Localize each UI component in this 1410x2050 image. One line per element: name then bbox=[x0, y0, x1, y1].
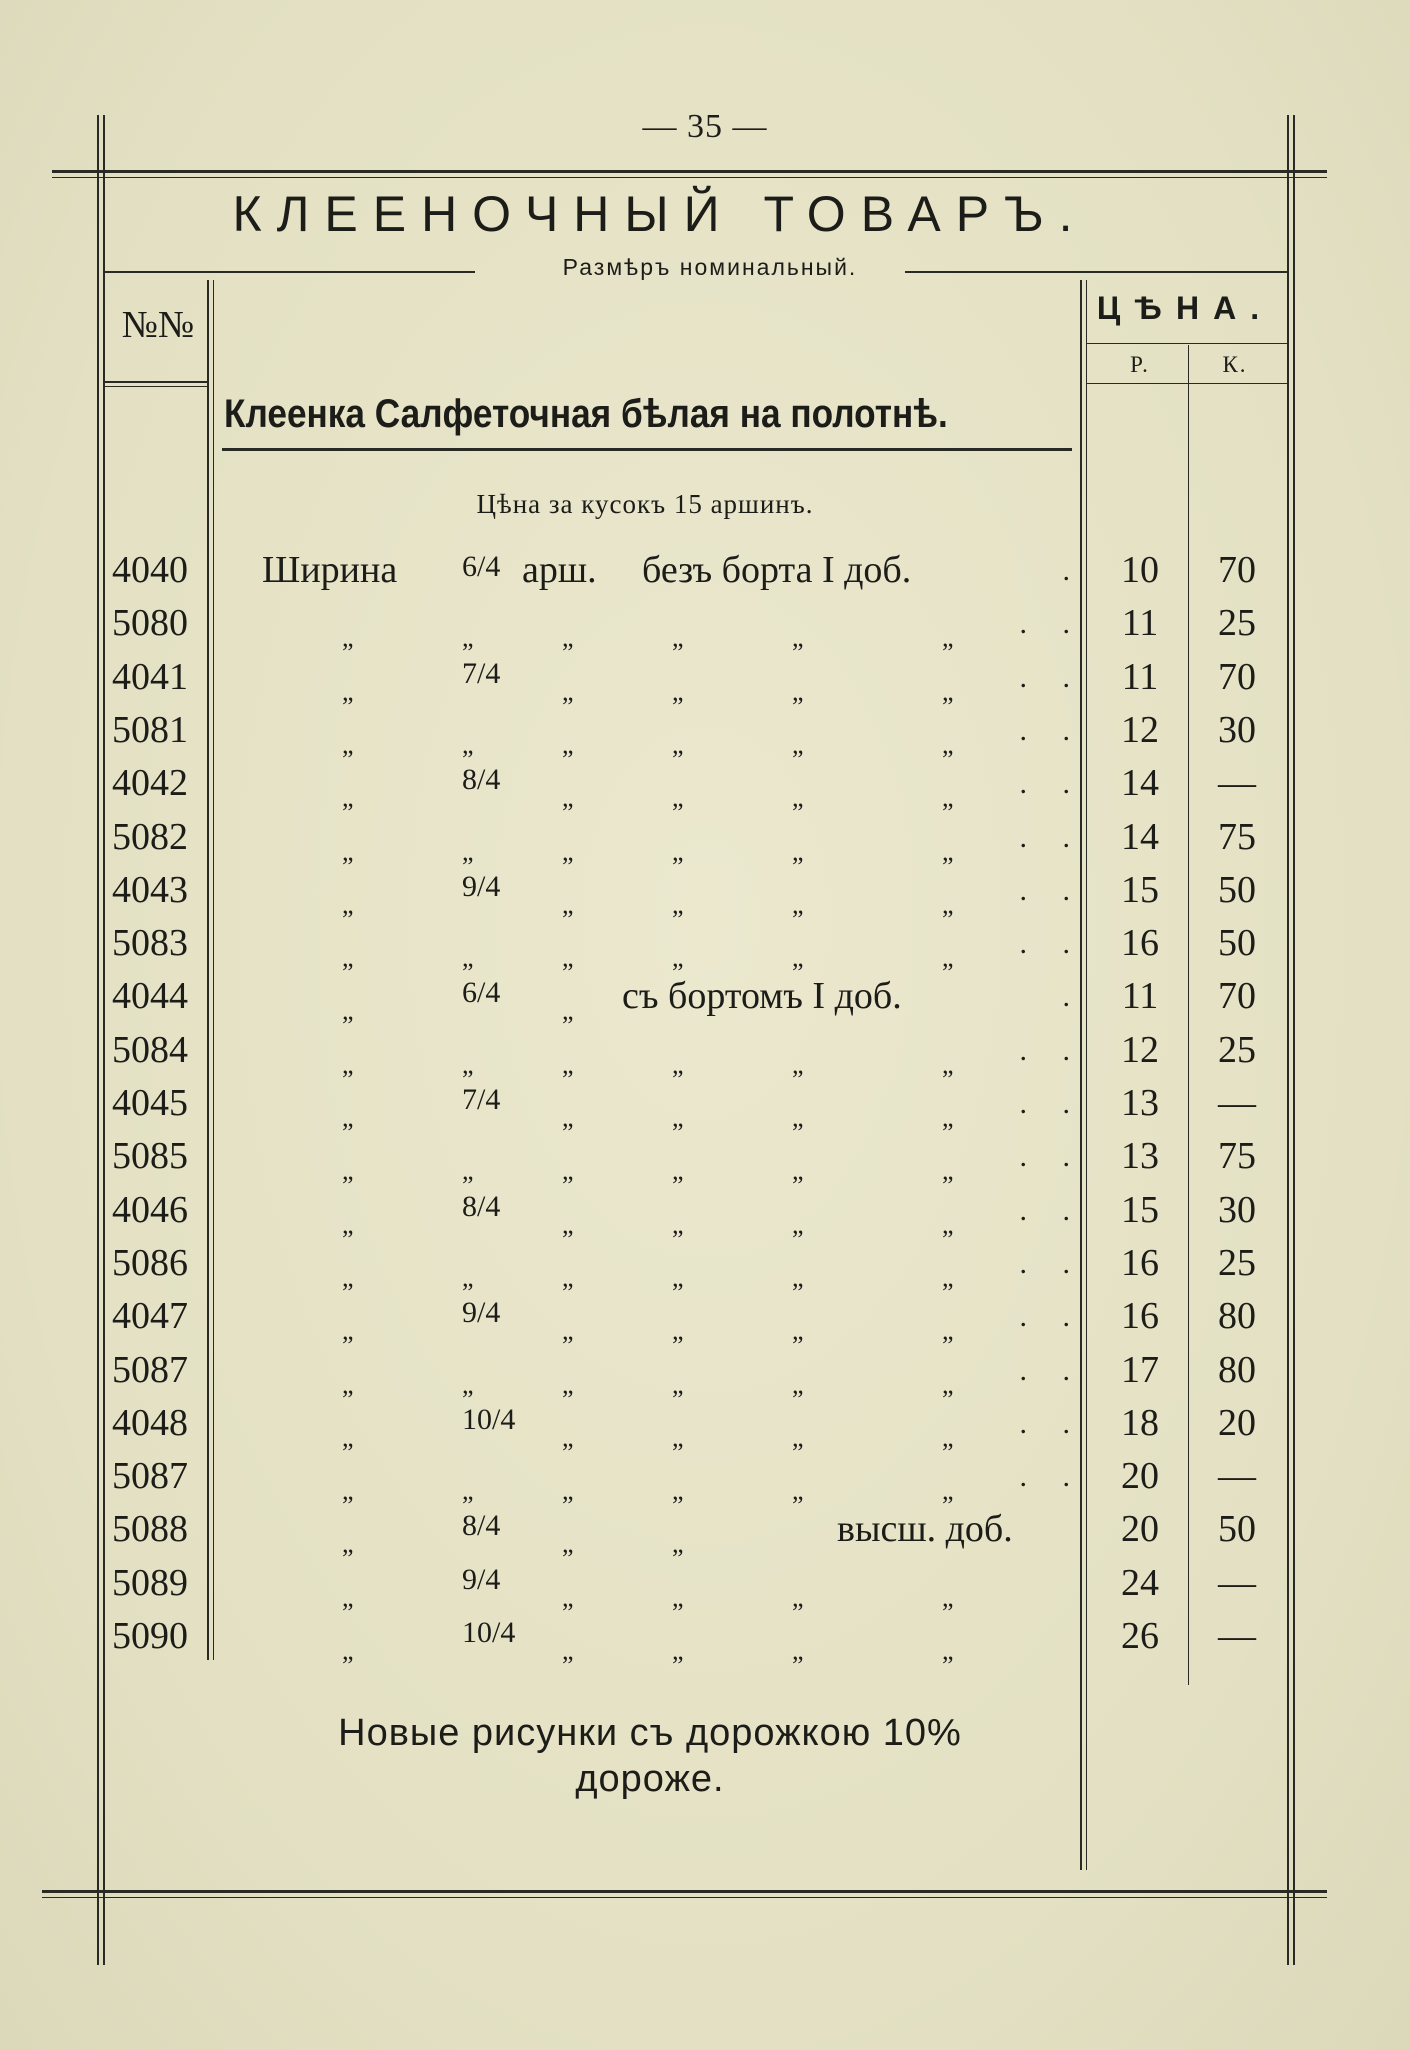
table-row bbox=[0, 1557, 1410, 1610]
table-row bbox=[0, 1344, 1410, 1397]
width-fraction: 8/4 bbox=[462, 1509, 501, 1543]
ditto-mark: „ bbox=[942, 1422, 954, 1452]
ditto-mark: „ bbox=[672, 943, 684, 973]
price-rubles: 12 bbox=[1121, 1028, 1159, 1071]
table-row bbox=[0, 1077, 1410, 1130]
leader-dots: . . bbox=[1019, 660, 1084, 694]
ditto-mark: „ bbox=[942, 1316, 954, 1346]
table-row bbox=[0, 1184, 1410, 1237]
ditto-mark: „ bbox=[562, 729, 574, 759]
item-description bbox=[222, 1344, 1092, 1397]
table-row bbox=[0, 704, 1410, 757]
ditto-mark: „ bbox=[672, 1582, 684, 1612]
footnote-line-2: дороже. bbox=[575, 1758, 725, 1800]
ditto-mark: „ bbox=[672, 1636, 684, 1665]
ditto-mark: „ bbox=[942, 1369, 954, 1399]
price-rubles: 12 bbox=[1121, 708, 1159, 751]
table-row bbox=[0, 544, 1410, 597]
price-column-header: ЦѢНА. bbox=[1096, 290, 1274, 326]
article-number: 5089 bbox=[112, 1561, 188, 1604]
price-rubles: 11 bbox=[1121, 655, 1159, 698]
price-kopecks: 70 bbox=[1218, 975, 1256, 1018]
price-rubles: 24 bbox=[1121, 1561, 1159, 1604]
ditto-mark: „ bbox=[942, 836, 954, 866]
article-number: 4044 bbox=[112, 975, 188, 1018]
section-title: Клеенка Салфеточная бѣлая на полотнѣ. bbox=[224, 392, 948, 436]
item-description bbox=[222, 1503, 1092, 1559]
width-fraction: 6/4 bbox=[462, 550, 501, 583]
top-rule-thin bbox=[52, 177, 1327, 178]
top-rule bbox=[52, 170, 1327, 173]
article-number: 5086 bbox=[112, 1241, 188, 1284]
ditto-mark: „ bbox=[342, 783, 354, 813]
arsh-label: арш. bbox=[522, 549, 597, 591]
item-description bbox=[222, 544, 1092, 597]
number-column-header: №№ bbox=[121, 304, 195, 346]
item-description bbox=[222, 970, 1092, 1026]
ditto-mark: „ bbox=[562, 996, 574, 1026]
leader-dots: . . bbox=[1019, 713, 1084, 747]
article-number: 5085 bbox=[112, 1135, 188, 1178]
article-number: 5083 bbox=[112, 922, 188, 965]
ditto-mark: „ bbox=[672, 623, 684, 653]
ditto-mark: „ bbox=[942, 1209, 954, 1239]
table-row bbox=[0, 757, 1410, 813]
leader-dots: . . bbox=[1019, 1353, 1084, 1387]
footnote-line-1: Новые рисунки съ дорожкою 10% bbox=[338, 1712, 962, 1754]
article-number: 4040 bbox=[112, 549, 188, 591]
ditto-mark: „ bbox=[562, 1209, 574, 1239]
ditto-mark: „ bbox=[792, 1209, 804, 1239]
kopecks-column-header: К. bbox=[1222, 352, 1248, 377]
leader-dot: . bbox=[1062, 980, 1084, 1014]
price-kopecks: 30 bbox=[1218, 708, 1256, 751]
width-fraction: 9/4 bbox=[462, 869, 501, 903]
width-fraction: 8/4 bbox=[462, 1189, 501, 1223]
ditto-mark: „ bbox=[672, 889, 684, 919]
ditto-mark: „ bbox=[792, 1636, 804, 1665]
price-rubles: 11 bbox=[1121, 975, 1159, 1018]
ditto-mark: „ bbox=[562, 1476, 574, 1506]
ditto-mark: „ bbox=[672, 1369, 684, 1399]
ditto-mark: „ bbox=[342, 1103, 354, 1132]
price-kopecks: 75 bbox=[1218, 815, 1256, 858]
ditto-mark: „ bbox=[942, 889, 954, 919]
article-number: 5080 bbox=[112, 602, 188, 645]
subtitle-rule-left bbox=[105, 271, 475, 273]
table-row bbox=[0, 970, 1410, 1026]
article-number: 5087 bbox=[112, 1348, 188, 1391]
width-fraction: 8/4 bbox=[462, 763, 501, 797]
price-rubles: 20 bbox=[1121, 1508, 1159, 1551]
ditto-mark: „ bbox=[672, 836, 684, 866]
ditto-mark: „ bbox=[462, 623, 474, 653]
article-number: 5090 bbox=[112, 1615, 188, 1657]
price-kopecks: 80 bbox=[1218, 1295, 1256, 1338]
ditto-mark: „ bbox=[672, 1209, 684, 1239]
ditto-mark: „ bbox=[462, 836, 474, 866]
price-kopecks: 50 bbox=[1218, 868, 1256, 911]
ditto-mark: „ bbox=[342, 1369, 354, 1399]
article-number: 4048 bbox=[112, 1401, 188, 1444]
table-row bbox=[0, 1397, 1410, 1450]
ditto-mark: „ bbox=[562, 836, 574, 866]
leader-dots: . . bbox=[1019, 1033, 1084, 1067]
border-label: безъ борта I доб. bbox=[642, 549, 912, 591]
ditto-mark: „ bbox=[562, 1422, 574, 1452]
ditto-mark: „ bbox=[342, 1636, 354, 1665]
item-description bbox=[222, 704, 1092, 757]
ditto-mark: „ bbox=[942, 1103, 954, 1132]
number-header-rule bbox=[105, 381, 209, 383]
price-kopecks: 25 bbox=[1218, 602, 1256, 645]
ditto-mark: „ bbox=[792, 729, 804, 759]
ditto-mark: „ bbox=[672, 1103, 684, 1132]
ditto-mark: „ bbox=[942, 1262, 954, 1292]
price-rubles: 18 bbox=[1121, 1401, 1159, 1444]
ditto-mark: „ bbox=[342, 1262, 354, 1292]
number-header-rule-thin bbox=[105, 386, 209, 387]
ditto-mark: „ bbox=[342, 1422, 354, 1452]
ditto-mark: „ bbox=[462, 1049, 474, 1079]
ditto-mark: „ bbox=[942, 1156, 954, 1186]
ditto-mark: „ bbox=[672, 1156, 684, 1186]
ditto-mark: „ bbox=[792, 1049, 804, 1079]
price-rubles: 15 bbox=[1121, 868, 1159, 911]
bottom-rule bbox=[42, 1890, 1327, 1893]
leader-dots: . . bbox=[1019, 607, 1084, 641]
item-description bbox=[222, 1610, 1092, 1663]
width-fraction: 7/4 bbox=[462, 656, 501, 690]
ditto-mark: „ bbox=[562, 889, 574, 919]
ditto-mark: „ bbox=[342, 1582, 354, 1612]
bottom-rule-thin bbox=[42, 1897, 1327, 1898]
ditto-mark: „ bbox=[792, 623, 804, 653]
ditto-mark: „ bbox=[672, 1529, 684, 1559]
price-rubles: 26 bbox=[1121, 1615, 1159, 1657]
ditto-mark: „ bbox=[562, 1156, 574, 1186]
ditto-mark: „ bbox=[462, 1476, 474, 1506]
ditto-mark: „ bbox=[462, 1262, 474, 1292]
width-fraction: 6/4 bbox=[462, 976, 501, 1010]
item-description bbox=[222, 1450, 1092, 1506]
ditto-mark: „ bbox=[792, 1103, 804, 1132]
ditto-mark: „ bbox=[792, 1582, 804, 1612]
ditto-mark: „ bbox=[792, 889, 804, 919]
table-row bbox=[0, 1610, 1410, 1663]
ditto-mark: „ bbox=[672, 1049, 684, 1079]
width-label: Ширина bbox=[262, 549, 398, 591]
ditto-mark: „ bbox=[672, 1316, 684, 1346]
price-kopecks: — bbox=[1218, 1561, 1256, 1604]
price-kopecks: — bbox=[1218, 1082, 1256, 1124]
article-number: 5087 bbox=[112, 1455, 188, 1498]
ditto-mark: „ bbox=[342, 943, 354, 973]
leader-dots: . . bbox=[1019, 820, 1084, 854]
ditto-mark: „ bbox=[342, 889, 354, 919]
article-number: 5088 bbox=[112, 1508, 188, 1551]
ditto-mark: „ bbox=[562, 1529, 574, 1559]
item-description bbox=[222, 811, 1092, 864]
item-description bbox=[222, 1290, 1092, 1346]
table-row bbox=[0, 1290, 1410, 1346]
price-kopecks: 70 bbox=[1218, 549, 1256, 591]
price-kopecks: 20 bbox=[1218, 1401, 1256, 1444]
ditto-mark: „ bbox=[672, 1262, 684, 1292]
ditto-mark: „ bbox=[942, 676, 954, 706]
table-row bbox=[0, 1503, 1410, 1559]
item-description bbox=[222, 1184, 1092, 1237]
ditto-mark: „ bbox=[342, 1156, 354, 1186]
price-rubles: 13 bbox=[1121, 1082, 1159, 1124]
article-number: 5084 bbox=[112, 1028, 188, 1071]
leader-dots: . . bbox=[1019, 873, 1084, 907]
ditto-mark: „ bbox=[792, 836, 804, 866]
ditto-mark: „ bbox=[942, 1582, 954, 1612]
ditto-mark: „ bbox=[342, 1529, 354, 1559]
price-kopecks: 70 bbox=[1218, 655, 1256, 698]
leader-dots: . . bbox=[1019, 1300, 1084, 1334]
ditto-mark: „ bbox=[672, 1476, 684, 1506]
ditto-mark: „ bbox=[942, 1476, 954, 1506]
leader-dots: . . bbox=[1019, 1193, 1084, 1227]
leader-dots: . . bbox=[1019, 1406, 1084, 1440]
border-label: съ бортомъ I доб. bbox=[622, 975, 902, 1018]
price-rubles: 10 bbox=[1121, 549, 1159, 591]
ditto-mark: „ bbox=[462, 943, 474, 973]
price-rubles: 16 bbox=[1121, 922, 1159, 965]
leader-dots: . . bbox=[1019, 1460, 1084, 1494]
price-kopecks: 50 bbox=[1218, 922, 1256, 965]
ditto-mark: „ bbox=[342, 676, 354, 706]
section-price-note: Цѣна за кусокъ 15 аршинъ. bbox=[476, 489, 814, 519]
price-rubles: 13 bbox=[1121, 1135, 1159, 1178]
ditto-mark: „ bbox=[562, 1636, 574, 1665]
width-fraction: 9/4 bbox=[462, 1296, 501, 1330]
ditto-mark: „ bbox=[792, 943, 804, 973]
ditto-mark: „ bbox=[792, 1156, 804, 1186]
ditto-mark: „ bbox=[672, 1422, 684, 1452]
price-rubles: 16 bbox=[1121, 1241, 1159, 1284]
table-row bbox=[0, 651, 1410, 704]
ditto-mark: „ bbox=[792, 1262, 804, 1292]
article-number: 4041 bbox=[112, 655, 188, 698]
table-row bbox=[0, 1450, 1410, 1506]
ditto-mark: „ bbox=[792, 1316, 804, 1346]
ditto-mark: „ bbox=[942, 623, 954, 653]
item-description bbox=[222, 864, 1092, 917]
subtitle: Размѣръ номинальный. bbox=[562, 254, 858, 280]
table-row bbox=[0, 917, 1410, 973]
article-number: 5082 bbox=[112, 815, 188, 858]
price-kopecks: 25 bbox=[1218, 1241, 1256, 1284]
ditto-mark: „ bbox=[672, 783, 684, 813]
ditto-mark: „ bbox=[342, 1476, 354, 1506]
price-rubles: 20 bbox=[1121, 1455, 1159, 1498]
item-description bbox=[222, 1397, 1092, 1450]
ditto-mark: „ bbox=[342, 729, 354, 759]
price-kopecks: 80 bbox=[1218, 1348, 1256, 1391]
ditto-mark: „ bbox=[942, 1636, 954, 1665]
width-fraction: 9/4 bbox=[462, 1562, 501, 1596]
price-subheader-rule bbox=[1086, 383, 1287, 384]
ditto-mark: „ bbox=[562, 676, 574, 706]
ditto-mark: „ bbox=[672, 676, 684, 706]
article-number: 4045 bbox=[112, 1082, 188, 1124]
table-row bbox=[0, 811, 1410, 864]
ditto-mark: „ bbox=[792, 676, 804, 706]
width-fraction: 7/4 bbox=[462, 1083, 501, 1116]
ditto-mark: „ bbox=[562, 1316, 574, 1346]
ditto-mark: „ bbox=[562, 1262, 574, 1292]
ditto-mark: „ bbox=[342, 1209, 354, 1239]
rubles-column-header: Р. bbox=[1130, 352, 1150, 377]
subtitle-rule-right bbox=[905, 271, 1287, 273]
price-kopecks: 50 bbox=[1218, 1508, 1256, 1551]
ditto-mark: „ bbox=[792, 1476, 804, 1506]
price-rubles: 16 bbox=[1121, 1295, 1159, 1338]
price-rubles: 15 bbox=[1121, 1188, 1159, 1231]
ditto-mark: „ bbox=[462, 1369, 474, 1399]
page-title: КЛЕЕНОЧНЫЙ ТОВАРЪ. bbox=[232, 186, 1088, 242]
grade-label: высш. доб. bbox=[837, 1508, 1013, 1551]
article-number: 5081 bbox=[112, 708, 188, 751]
ditto-mark: „ bbox=[562, 1103, 574, 1132]
price-kopecks: — bbox=[1218, 1455, 1256, 1498]
price-kopecks: — bbox=[1218, 1615, 1256, 1657]
price-rubles: 11 bbox=[1121, 602, 1159, 645]
leader-dots: . . bbox=[1019, 927, 1084, 961]
table-row bbox=[0, 1130, 1410, 1186]
price-kopecks: 25 bbox=[1218, 1028, 1256, 1071]
ditto-mark: „ bbox=[672, 729, 684, 759]
item-description bbox=[222, 1237, 1092, 1290]
item-description bbox=[222, 1077, 1092, 1130]
width-fraction: 10/4 bbox=[462, 1616, 516, 1649]
item-description bbox=[222, 917, 1092, 973]
item-description bbox=[222, 1024, 1092, 1077]
item-description bbox=[222, 1557, 1092, 1610]
table-row bbox=[0, 1237, 1410, 1290]
ditto-mark: „ bbox=[342, 996, 354, 1026]
item-description bbox=[222, 597, 1092, 653]
price-kopecks: — bbox=[1218, 762, 1256, 805]
article-number: 4046 bbox=[112, 1188, 188, 1231]
ditto-mark: „ bbox=[792, 1422, 804, 1452]
ditto-mark: „ bbox=[342, 1049, 354, 1079]
item-description bbox=[222, 1130, 1092, 1186]
ditto-mark: „ bbox=[942, 1049, 954, 1079]
ditto-mark: „ bbox=[942, 729, 954, 759]
ditto-mark: „ bbox=[562, 1369, 574, 1399]
article-number: 4047 bbox=[112, 1295, 188, 1338]
price-kopecks: 30 bbox=[1218, 1188, 1256, 1231]
price-header-rule bbox=[1086, 343, 1287, 344]
leader-dots: . . bbox=[1019, 1246, 1084, 1280]
ditto-mark: „ bbox=[342, 1316, 354, 1346]
ditto-mark: „ bbox=[562, 943, 574, 973]
ditto-mark: „ bbox=[942, 783, 954, 813]
ditto-mark: „ bbox=[462, 1156, 474, 1186]
ditto-mark: „ bbox=[792, 1369, 804, 1399]
ditto-mark: „ bbox=[792, 783, 804, 813]
article-number: 4042 bbox=[112, 762, 188, 805]
ditto-mark: „ bbox=[562, 623, 574, 653]
ditto-mark: „ bbox=[342, 623, 354, 653]
ditto-mark: „ bbox=[562, 1582, 574, 1612]
leader-dots: . . bbox=[1019, 1140, 1084, 1174]
footnote bbox=[220, 1710, 1080, 1802]
table-row bbox=[0, 1024, 1410, 1077]
leader-dots: . . bbox=[1019, 767, 1084, 801]
width-fraction: 10/4 bbox=[462, 1402, 516, 1436]
price-rubles: 14 bbox=[1121, 815, 1159, 858]
price-kopecks: 75 bbox=[1218, 1135, 1256, 1178]
item-description bbox=[222, 757, 1092, 813]
page-number: — 35 — bbox=[642, 108, 768, 145]
price-rubles: 14 bbox=[1121, 762, 1159, 805]
ditto-mark: „ bbox=[462, 729, 474, 759]
article-number: 4043 bbox=[112, 868, 188, 911]
leader-dots: . . bbox=[1019, 1087, 1084, 1120]
section-title-underline bbox=[222, 448, 1072, 451]
price-rubles: 17 bbox=[1121, 1348, 1159, 1391]
ditto-mark: „ bbox=[562, 783, 574, 813]
ditto-mark: „ bbox=[942, 943, 954, 973]
table-row bbox=[0, 864, 1410, 917]
ditto-mark: „ bbox=[342, 836, 354, 866]
ditto-mark: „ bbox=[562, 1049, 574, 1079]
leader-dot: . bbox=[1062, 554, 1084, 587]
item-description bbox=[222, 651, 1092, 704]
table-row bbox=[0, 597, 1410, 653]
